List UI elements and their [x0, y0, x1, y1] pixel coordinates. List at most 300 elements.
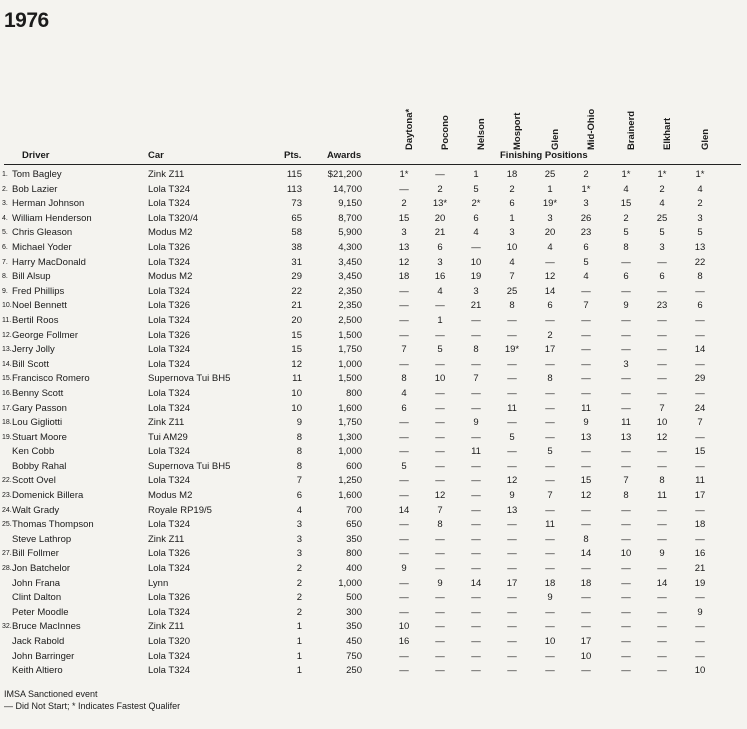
- finish-position-cell: —: [435, 621, 445, 633]
- finish-position-cell: —: [545, 563, 555, 575]
- finish-position-cell: —: [507, 417, 517, 429]
- car-cell: Tui AM29: [148, 431, 188, 443]
- finish-position-cell: 14: [694, 344, 706, 356]
- finish-position-cell: 10: [580, 650, 592, 662]
- finish-position-cell: —: [657, 504, 667, 516]
- finish-position-cell: 18: [580, 577, 592, 589]
- finish-position-cell: —: [435, 431, 445, 443]
- finish-position-cell: —: [581, 504, 591, 516]
- points-cell: 31: [291, 256, 302, 268]
- finish-position-cell: 8: [697, 271, 703, 283]
- finish-position-cell: —: [471, 402, 481, 414]
- finish-position-cell: —: [581, 285, 591, 297]
- rank-cell: 27.: [2, 550, 12, 558]
- rank-cell: 13.: [2, 346, 12, 354]
- venue-header: Pocono: [440, 115, 451, 150]
- driver-cell: John Frana: [12, 577, 61, 589]
- finish-position-cell: —: [621, 665, 631, 677]
- rank-cell: 6.: [2, 243, 8, 251]
- finish-position-cell: 21: [470, 300, 482, 312]
- points-cell: 115: [286, 169, 302, 180]
- driver-cell: Bobby Rahal: [12, 460, 67, 472]
- finish-position-cell: —: [435, 329, 445, 341]
- awards-cell: 5,900: [338, 227, 362, 239]
- rank-cell: 10.: [2, 302, 12, 310]
- finish-position-cell: 7: [547, 490, 553, 502]
- finish-position-cell: —: [471, 592, 481, 604]
- table-row: [0, 577, 747, 592]
- finish-position-cell: 4: [473, 227, 479, 239]
- finish-position-cell: —: [657, 373, 667, 385]
- finish-position-cell: —: [471, 504, 481, 516]
- car-cell: Zink Z11: [148, 169, 185, 180]
- finish-position-cell: —: [435, 417, 445, 429]
- driver-cell: Bertil Roos: [12, 314, 59, 326]
- awards-cell: 1,600: [338, 490, 362, 502]
- finish-position-cell: —: [545, 606, 555, 618]
- table-row: [0, 212, 747, 227]
- finish-position-cell: 8: [473, 344, 479, 356]
- finish-position-cell: —: [471, 460, 481, 472]
- finish-position-cell: —: [399, 300, 409, 312]
- finish-position-cell: 14: [470, 577, 482, 589]
- finish-position-cell: —: [507, 373, 517, 385]
- finish-position-cell: 3: [659, 241, 665, 253]
- page-title: 1976: [4, 9, 49, 32]
- finish-position-cell: 17: [580, 636, 592, 647]
- finish-position-cell: 11: [695, 475, 705, 487]
- car-cell: Lola T326: [148, 329, 191, 341]
- finish-position-cell: 5: [401, 460, 407, 472]
- finish-position-cell: —: [695, 285, 705, 297]
- awards-cell: 800: [346, 387, 362, 399]
- car-cell: Zink Z11: [148, 417, 185, 429]
- finish-position-cell: 17: [694, 490, 706, 502]
- finish-position-cell: 23: [580, 227, 592, 239]
- car-cell: Lola T326: [148, 241, 191, 253]
- points-cell: 1: [296, 665, 302, 677]
- points-cell: 15: [291, 344, 302, 356]
- points-cell: 1: [296, 650, 302, 662]
- finish-position-cell: —: [621, 373, 631, 385]
- finish-position-cell: —: [657, 285, 667, 297]
- driver-cell: Jack Rabold: [12, 636, 65, 647]
- driver-cell: Tom Bagley: [12, 169, 62, 180]
- driver-cell: Lou Gigliotti: [12, 417, 63, 429]
- finish-position-cell: 9: [509, 490, 515, 502]
- points-cell: 1: [296, 636, 302, 647]
- points-cell: 9: [296, 417, 302, 429]
- finish-position-cell: 15: [398, 212, 410, 224]
- awards-cell: 1,000: [338, 577, 362, 589]
- pts-header: Pts.: [284, 150, 302, 161]
- finish-position-cell: 4: [509, 256, 515, 268]
- finish-position-cell: —: [621, 314, 631, 326]
- finish-position-cell: 5: [583, 256, 589, 268]
- table-row: [0, 402, 747, 417]
- finish-position-cell: —: [545, 314, 555, 326]
- finish-position-cell: —: [399, 533, 409, 545]
- awards-cell: 1,750: [338, 344, 362, 356]
- finish-position-cell: —: [507, 387, 517, 399]
- finish-position-cell: 14: [580, 548, 592, 560]
- table-row: [0, 504, 747, 519]
- rank-cell: 2.: [2, 185, 8, 193]
- driver-cell: Clint Dalton: [12, 592, 62, 604]
- finish-position-cell: 10: [434, 373, 446, 385]
- driver-cell: Benny Scott: [12, 387, 64, 399]
- finish-position-cell: 23: [656, 300, 668, 312]
- finish-position-cell: 4: [401, 387, 407, 399]
- finish-position-cell: —: [621, 533, 631, 545]
- finish-position-cell: 5: [697, 227, 703, 239]
- finish-position-cell: —: [471, 548, 481, 560]
- finish-position-cell: 16: [398, 636, 410, 647]
- points-cell: 3: [296, 533, 302, 545]
- rank-cell: 19.: [2, 433, 12, 441]
- finish-position-cell: —: [471, 606, 481, 618]
- driver-cell: Jerry Jolly: [12, 344, 55, 356]
- finish-position-cell: 12: [434, 490, 446, 502]
- finish-position-cell: —: [621, 519, 631, 531]
- finish-position-cell: —: [471, 241, 481, 253]
- driver-cell: Bill Alsup: [12, 271, 51, 283]
- finish-position-cell: —: [695, 358, 705, 370]
- finish-position-cell: —: [471, 519, 481, 531]
- finish-position-cell: —: [657, 460, 667, 472]
- finish-position-cell: 6: [547, 300, 553, 312]
- finish-position-cell: —: [507, 358, 517, 370]
- finish-position-cell: 9: [473, 417, 479, 429]
- finish-position-cell: —: [399, 446, 409, 458]
- finish-position-cell: 6: [697, 300, 703, 312]
- finish-position-cell: 3: [473, 285, 479, 297]
- driver-cell: Harry MacDonald: [12, 256, 86, 268]
- car-header: Car: [148, 150, 164, 161]
- finish-position-cell: —: [621, 329, 631, 341]
- finish-position-cell: 3: [547, 212, 553, 224]
- finish-position-cell: 3: [697, 212, 703, 224]
- finish-position-cell: —: [471, 563, 481, 575]
- finish-position-cell: 17: [544, 344, 556, 356]
- finish-position-cell: —: [581, 314, 591, 326]
- car-cell: Lola T324: [148, 606, 191, 618]
- table-row: [0, 226, 747, 241]
- finish-position-cell: 20: [434, 212, 446, 224]
- car-cell: Lola T324: [148, 344, 191, 356]
- finish-position-cell: —: [545, 548, 555, 560]
- finish-position-cell: 2: [547, 329, 553, 341]
- finish-position-cell: 9: [697, 606, 703, 618]
- finish-position-cell: —: [399, 329, 409, 341]
- finish-position-cell: 7: [659, 402, 665, 414]
- points-cell: 29: [291, 271, 302, 283]
- finish-position-cell: —: [435, 475, 445, 487]
- rank-cell: 8.: [2, 273, 8, 281]
- driver-cell: Bill Follmer: [12, 548, 59, 560]
- table-row: [0, 518, 747, 533]
- finish-position-cell: 13: [506, 504, 518, 516]
- table-row: [0, 256, 747, 271]
- header-divider: [4, 164, 741, 165]
- finish-position-cell: 7: [473, 373, 479, 385]
- venue-header: Elkhart: [662, 117, 673, 150]
- rank-cell: 12.: [2, 331, 12, 339]
- finish-position-cell: —: [657, 606, 667, 618]
- finish-position-cell: 18: [694, 519, 706, 531]
- driver-cell: Thomas Thompson: [12, 519, 94, 531]
- awards-cell: 350: [346, 621, 362, 633]
- car-cell: Zink Z11: [148, 621, 185, 633]
- driver-cell: Noel Bennett: [12, 300, 67, 312]
- points-cell: 21: [291, 300, 302, 312]
- finish-position-cell: 6: [659, 271, 665, 283]
- finish-position-cell: —: [657, 563, 667, 575]
- finish-position-cell: —: [435, 533, 445, 545]
- finish-position-cell: —: [471, 475, 481, 487]
- car-cell: Lola T326: [148, 300, 191, 312]
- finish-position-cell: 15: [580, 475, 592, 487]
- finish-position-cell: 5: [547, 446, 553, 458]
- car-cell: Supernova Tui BH5: [148, 460, 231, 472]
- finish-position-cell: 3: [437, 256, 443, 268]
- driver-cell: Scott Ovel: [12, 475, 56, 487]
- finish-position-cell: 7: [697, 417, 703, 429]
- finish-position-cell: 4: [583, 271, 589, 283]
- table-row: [0, 431, 747, 446]
- finish-position-cell: 12: [398, 256, 410, 268]
- finish-position-cell: 9: [659, 548, 665, 560]
- finish-position-cell: —: [695, 621, 705, 633]
- car-cell: Lola T326: [148, 592, 191, 604]
- table-row: [0, 183, 747, 198]
- awards-header: Awards: [327, 150, 362, 161]
- finish-position-cell: 10: [470, 256, 482, 268]
- finish-position-cell: 17: [506, 577, 518, 589]
- finish-position-cell: —: [435, 650, 445, 662]
- finish-position-cell: 11: [621, 417, 631, 429]
- car-cell: Modus M2: [148, 227, 193, 239]
- finish-position-cell: 6: [401, 402, 407, 414]
- finish-position-cell: 4: [697, 183, 703, 195]
- rank-cell: 28.: [2, 565, 12, 573]
- finish-position-cell: —: [435, 460, 445, 472]
- finish-position-cell: —: [695, 460, 705, 472]
- finish-position-cell: 19: [470, 271, 482, 283]
- finish-position-cell: —: [621, 256, 631, 268]
- finish-position-cell: 7: [623, 475, 629, 487]
- finish-position-cell: 1*: [621, 169, 631, 180]
- finish-position-cell: —: [545, 417, 555, 429]
- finish-position-cell: 12: [506, 475, 518, 487]
- finish-position-cell: —: [545, 387, 555, 399]
- car-cell: Modus M2: [148, 271, 193, 283]
- rank-cell: 4.: [2, 214, 8, 222]
- finish-position-cell: —: [581, 621, 591, 633]
- venue-header: Mid-Ohio: [586, 108, 597, 150]
- finish-position-cell: —: [471, 387, 481, 399]
- table-row: [0, 387, 747, 402]
- footnote-imsa: IMSA Sanctioned event: [4, 689, 98, 699]
- awards-cell: 700: [346, 504, 362, 516]
- table-row: [0, 270, 747, 285]
- finish-position-cell: —: [545, 358, 555, 370]
- awards-cell: 1,600: [338, 402, 362, 414]
- finish-position-cell: 3: [401, 227, 407, 239]
- finish-position-cell: —: [507, 650, 517, 662]
- awards-cell: 500: [346, 592, 362, 604]
- finish-position-cell: 13: [580, 431, 592, 443]
- awards-cell: 8,700: [338, 212, 362, 224]
- car-cell: Modus M2: [148, 490, 193, 502]
- points-cell: 15: [291, 329, 302, 341]
- finish-position-cell: —: [657, 314, 667, 326]
- finish-position-cell: 29: [694, 373, 706, 385]
- finish-position-cell: 8: [623, 241, 629, 253]
- table-row: [0, 606, 747, 621]
- finish-position-cell: —: [621, 592, 631, 604]
- rank-cell: 18.: [2, 419, 12, 427]
- table-row: [0, 197, 747, 212]
- finish-position-cell: 5: [437, 344, 443, 356]
- finish-position-cell: 18: [398, 271, 410, 283]
- driver-cell: Stuart Moore: [12, 431, 67, 443]
- venue-header: Brainerd: [626, 110, 637, 150]
- finish-position-cell: 8: [509, 300, 515, 312]
- finish-position-cell: 21: [434, 227, 446, 239]
- points-cell: 113: [286, 183, 302, 195]
- finish-position-cell: 3: [623, 358, 629, 370]
- points-cell: 8: [296, 431, 302, 443]
- points-cell: 22: [291, 285, 302, 297]
- car-cell: Lola T320: [148, 636, 191, 647]
- table-row: [0, 460, 747, 475]
- points-cell: 20: [291, 314, 302, 326]
- venue-header: Glen: [700, 128, 711, 150]
- car-cell: Lola T324: [148, 446, 191, 458]
- table-row: [0, 533, 747, 548]
- finish-position-cell: 11: [507, 402, 517, 414]
- points-cell: 2: [296, 563, 302, 575]
- finish-position-cell: —: [471, 650, 481, 662]
- finish-position-cell: 7: [437, 504, 443, 516]
- finish-position-cell: 13: [694, 241, 706, 253]
- finish-position-cell: —: [435, 548, 445, 560]
- finish-position-cell: —: [695, 592, 705, 604]
- finish-position-cell: 2: [437, 183, 443, 195]
- finish-position-cell: —: [399, 358, 409, 370]
- rank-cell: 32.: [2, 623, 12, 631]
- finish-position-cell: —: [507, 592, 517, 604]
- finish-position-cell: —: [545, 475, 555, 487]
- rank-cell: 23.: [2, 492, 12, 500]
- finish-position-cell: 2: [623, 212, 629, 224]
- finish-position-cell: —: [545, 504, 555, 516]
- finish-position-cell: 2: [583, 169, 589, 180]
- finish-position-cell: 10: [398, 621, 410, 633]
- table-row: [0, 547, 747, 562]
- driver-cell: Fred Phillips: [12, 285, 65, 297]
- finish-position-cell: —: [399, 490, 409, 502]
- finish-position-cell: —: [507, 548, 517, 560]
- table-row: [0, 562, 747, 577]
- finish-position-cell: —: [621, 402, 631, 414]
- finish-position-cell: 19*: [542, 198, 558, 210]
- finish-position-cell: —: [435, 446, 445, 458]
- points-cell: 4: [296, 504, 302, 516]
- finish-position-cell: —: [435, 636, 445, 647]
- finish-position-cell: —: [621, 577, 631, 589]
- awards-cell: 1,500: [338, 373, 362, 385]
- finish-position-cell: 8: [659, 475, 665, 487]
- table-row: [0, 489, 747, 504]
- finish-position-cell: 8: [583, 533, 589, 545]
- points-cell: 2: [296, 606, 302, 618]
- finish-position-cell: —: [471, 490, 481, 502]
- driver-cell: Bob Lazier: [12, 183, 58, 195]
- awards-cell: 1,300: [338, 431, 362, 443]
- finish-position-cell: 7: [401, 344, 407, 356]
- car-cell: Lola T320/4: [148, 212, 199, 224]
- finish-position-cell: —: [435, 169, 445, 180]
- finish-position-cell: 10: [656, 417, 668, 429]
- finish-position-cell: —: [621, 650, 631, 662]
- finish-position-cell: —: [507, 636, 517, 647]
- awards-cell: 400: [346, 563, 362, 575]
- finish-position-cell: —: [621, 344, 631, 356]
- driver-cell: John Barringer: [12, 650, 75, 662]
- finish-position-cell: 8: [437, 519, 443, 531]
- finish-position-cell: —: [695, 533, 705, 545]
- finish-position-cell: —: [471, 329, 481, 341]
- finish-position-cell: 11: [657, 490, 667, 502]
- awards-cell: 750: [346, 650, 362, 662]
- rank-cell: 3.: [2, 200, 8, 208]
- table-row: [0, 445, 747, 460]
- finish-position-cell: —: [545, 431, 555, 443]
- finish-position-cell: —: [399, 519, 409, 531]
- driver-cell: Gary Passon: [12, 402, 67, 414]
- finish-position-cell: 12: [580, 490, 592, 502]
- finish-position-cell: —: [657, 636, 667, 647]
- finish-position-cell: 2: [401, 198, 407, 210]
- points-cell: 2: [296, 577, 302, 589]
- finish-position-cell: —: [621, 606, 631, 618]
- finish-position-cell: —: [695, 329, 705, 341]
- finish-position-cell: 13: [620, 431, 632, 443]
- awards-cell: 350: [346, 533, 362, 545]
- finish-position-cell: —: [507, 519, 517, 531]
- points-cell: 11: [292, 373, 302, 385]
- finish-position-cell: —: [621, 460, 631, 472]
- footnotes: [4, 688, 180, 712]
- rank-cell: 15.: [2, 375, 12, 383]
- finish-position-cell: 2: [509, 183, 515, 195]
- driver-cell: Chris Gleason: [12, 227, 73, 239]
- awards-cell: 1,000: [338, 358, 362, 370]
- awards-cell: 4,300: [338, 241, 362, 253]
- finish-position-cell: —: [507, 314, 517, 326]
- finish-position-cell: —: [507, 563, 517, 575]
- car-cell: Supernova Tui BH5: [148, 373, 231, 385]
- table-row: [0, 241, 747, 256]
- finish-position-cell: —: [657, 533, 667, 545]
- finish-position-cell: 26: [580, 212, 592, 224]
- finish-position-cell: 25: [544, 169, 556, 180]
- finish-position-cell: —: [621, 621, 631, 633]
- finish-position-cell: 8: [401, 373, 407, 385]
- finish-position-cell: 14: [656, 577, 668, 589]
